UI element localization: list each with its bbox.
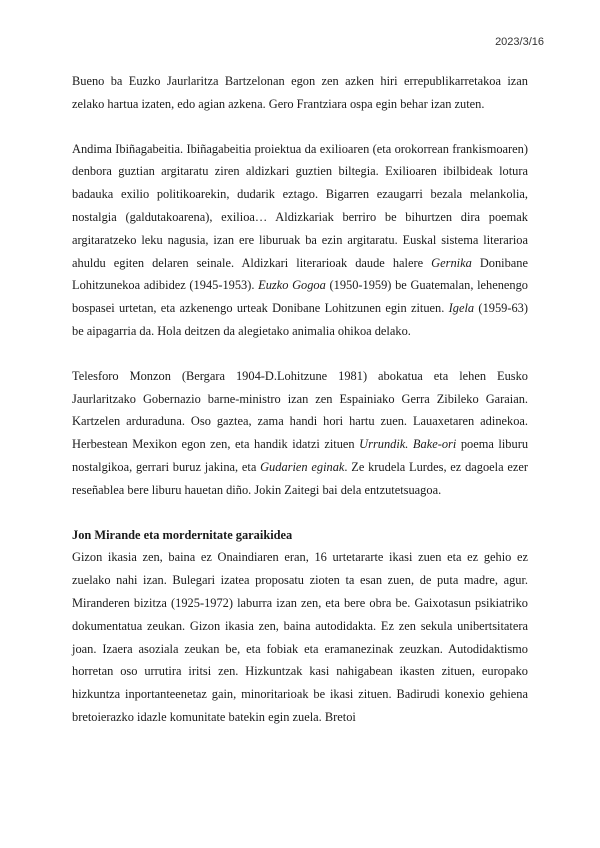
text-run: . Ze krudela Lurdes, ez dagoela ezer reseñablea bere liburu hauetan diño. Jokin Zaitegi bai dela entzutetsuagoa.	[72, 459, 528, 497]
paragraph-mirande: Gizon ikasia zen, baina ez Onaindiaren eran, 16 urtetararte ikasi zuen eta ez gehio ez zuelako nahi izan. Bulegari izatea proposatu zioten ta esan zuen, de puta madre, agur. Miranderen bizitza (1925-1972) laburra izan zen, eta bere obra be. Gaixotasun psikiatriko dokumentatua zeukan. Gizon ikasia zen, baina autodidakta. Ez zen sekula unibertsitatera joan. Izaera asoziala zeukan be, eta fobiak eta eramanezinak zeuzkan. Autodidaktismo horretan oso urrutira iritsi zen. Hizkuntzak kasi nahigabean ikasten zituen, europako hizkuntza inportanteenetaz gain, minoritarioak be ikasi zituen. Badirudi konexio gehiena bretoierazko idazle komunitate batekin egin zuela. Bretoi	[72, 550, 528, 724]
text-run: poema liburu nostalgikoa, gerrari buruz jakina, eta	[72, 437, 529, 474]
text-run: Telesforo Monzon (Bergara 1904-D.Lohitzune 1981) abokatua eta lehen Eusko Jaurlaritzako Gobernazio barne-ministro izan zen Espainiako Gerra Zibileko Garaian. Kartzelen arduraduna. Oso gaztea, zama handi hori hartu zuen. Lauaxetaren adinekoa. Herbestean Mexikon egon zen, eta handik idatzi zituen	[72, 368, 528, 452]
page-date: 2023/3/16	[495, 36, 544, 48]
text-run: Andima Ibiñagabeitia. Ibiñagabeitia proiektua da exilioaren (eta orokorrean frankismoaren) denbora guztian argitaratu ziren aldizkari guztien biltegia. Exilioaren ibilbideak lotura badauka exilio politikoarekin, dudarik eztago. Bigarren ezaugarri bezala melankolia, nostalgia (galdutakoarena), exilioa… Aldizkariak berriro be bihurtzen dira poemak argitaratzeko leku nagusia, izan ere liburuak ba ezin argitaratu. Euskal sistema literarioa ahuldu egiten delaren seinale. Aldizkari literarioak daude halere	[72, 141, 528, 270]
text-run: (1950-1959) be Guatemalan, lehenengo bospasei urtetan, eta azkenengo urteak Donibane Lohitzunen egin zituen.	[72, 278, 529, 316]
title-urrundik: Urrundik. Bake-ori	[359, 437, 457, 452]
title-igela: Igela	[448, 301, 475, 316]
document-body	[72, 70, 528, 729]
paragraph-ibinagabeitia	[72, 138, 528, 343]
section-heading: Jon Mirande eta mordernitate garaikidea	[72, 527, 293, 542]
paragraph-jaurlaritza: Bueno ba Euzko Jaurlaritza Bartzelonan egon zen azken hiri errepublikarretakoa izan zelako hartua izaten, edo agian azkena. Gero Frantziara ospa egin behar izan zuten.	[72, 74, 528, 111]
title-gernika: Gernika	[431, 255, 472, 270]
text-run: (1959-63) be aipagarria da. Hola deitzen da alegietako animalia ohikoa delako.	[72, 301, 528, 338]
title-euzko-gogoa: Euzko Gogoa	[258, 278, 326, 293]
text-run: Donibane Lohitzunekoa adibidez (1945-1953).	[72, 255, 528, 293]
title-gudarien-eginak: Gudarien eginak	[260, 459, 345, 474]
paragraph-monzon	[72, 365, 528, 502]
